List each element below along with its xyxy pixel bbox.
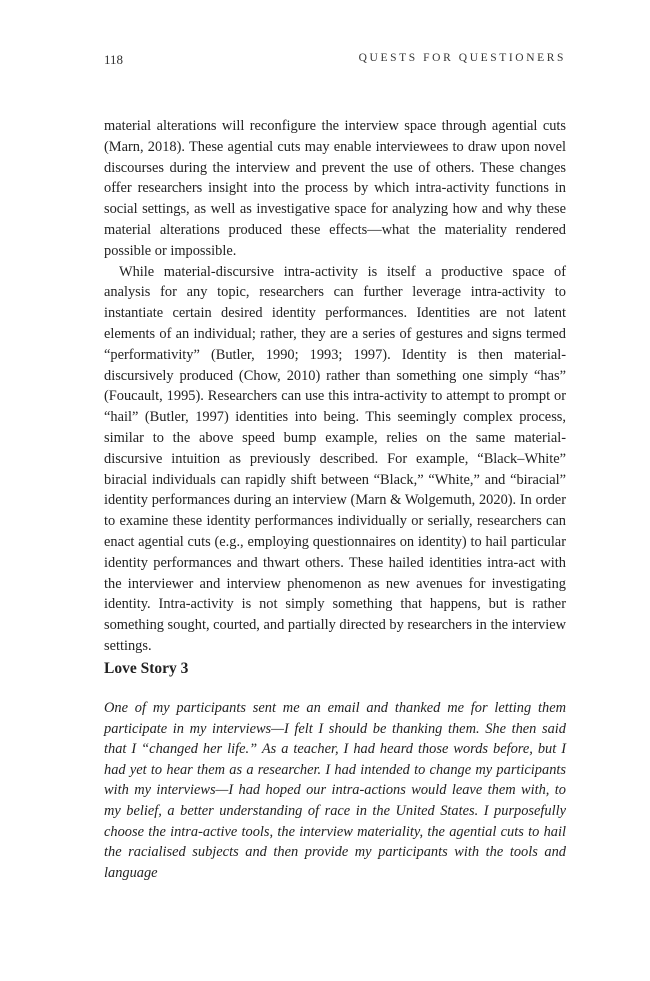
story-text: One of my participants sent me an email and thanked me for letting them participate in my interviews—I felt I should be thanking them. She then said that I “changed her life.” As a teacher, I had heard those words before, but I had yet to hear them as a researcher. I had intended to change my participants with my interviews—I had hoped our intra-actions would leave them with, to my belief, a better understanding of race in the United States. I purposefully choose the intra-active tools, the interview materiality, the agential cuts to hail the racialised subjects and then provide my participants with the tools and language: [104, 700, 566, 881]
section-heading: Love Story 3: [104, 660, 189, 677]
page-number: 118: [104, 52, 124, 67]
paragraph: While material-discursive intra-activity is itself a productive space of analysis for any topic, researchers can further leverage intra-activity to instantiate certain desired identity performances. Identities are not latent elements of an individual; rather, they are a series of gestures and signs termed “performativity” (Butler, 1990; 1993; 1997). Identity is then material-discursively produced (Chow, 2010) rather than something one simply “has” (Foucault, 1995). Researchers can use this intra-activity to attempt to prompt or “hail” (Butler, 1997) identities into being. This seemingly complex process, similar to the above speed bump example, relies on the same material-discursive intuition as previously described. For example, “Black–White” biracial individuals can rapidly shift between “Black,” “White,” and “biracial” identity performances during an interview (Marn & Wolgemuth, 2020). In order to examine these identity performances individually or serially, researchers can enact agential cuts (e.g., employing questionnaires on identity) to hail particular identity performances and thwart others. These hailed identities intra-act with the interviewer and interview phenomenon as new avenues for investigating identity. Intra-activity is not simply something that happens, but is rather something sought, courted, and partially directed by researchers in the interview settings.: [104, 263, 566, 654]
paragraph: material alterations will reconfigure the interview space through agential cuts (Marn, 2018). These agential cuts may enable interviewees to draw upon novel discourses during the interview and prevent the use of others. These changes offer researchers insight into the process by which intra-activity functions in social settings, as well as investigative space for analyzing how and why these material alterations produced these effects—what the materiality rendered possible or impossible.: [104, 118, 566, 259]
running-title: QUESTS FOR QUESTIONERS: [358, 52, 566, 64]
body-text: [104, 116, 566, 657]
running-head: [104, 52, 566, 70]
